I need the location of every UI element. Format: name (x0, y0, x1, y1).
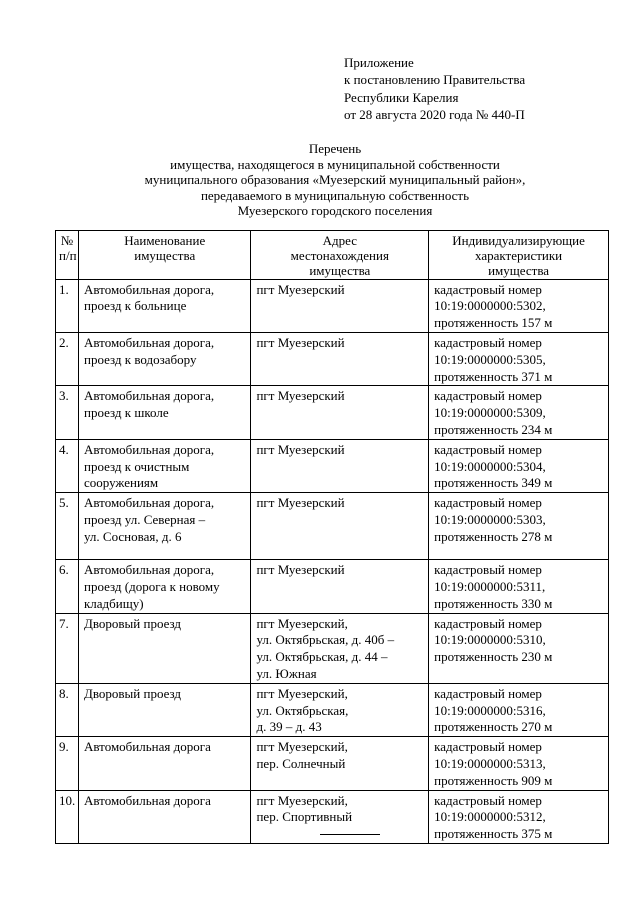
cell-details-line: кадастровый номер (434, 441, 542, 457)
cell-details (429, 439, 609, 492)
cell-details-line: кадастровый номер (434, 739, 542, 755)
cell-details-line: протяженность 349 м (434, 475, 553, 491)
cell-address-line: пгт Муезерский, (256, 792, 348, 808)
cell-number: 2. (56, 333, 79, 386)
cell-details-line: протяженность 270 м (434, 719, 553, 735)
cell-details-line: протяженность 330 м (434, 595, 553, 611)
cell-number: 1. (56, 279, 79, 332)
cell-name-line: Автомобильная дорога, (83, 562, 215, 578)
cell-name-line: Автомобильная дорога, (83, 441, 215, 457)
cell-address (251, 439, 429, 492)
cell-address-line: ул. Южная (256, 665, 317, 681)
cell-address-line: пгт Муезерский (256, 281, 345, 297)
cell-name (78, 613, 250, 683)
cell-details-line: 10:19:0000000:5303, (434, 511, 546, 527)
cell-number: 7. (56, 613, 79, 683)
cell-name-line: Дворовый проезд (83, 685, 182, 701)
cell-name (78, 790, 250, 843)
cell-details-line: протяженность 157 м (434, 315, 553, 331)
cell-name-line: Автомобильная дорога, (83, 335, 215, 350)
cell-address-line: пгт Муезерский (256, 335, 345, 350)
cell-number: 8. (56, 683, 79, 736)
cell-address (251, 333, 429, 386)
cell-details-line: 10:19:0000000:5313, (434, 755, 546, 771)
cell-number: 10. (56, 790, 79, 843)
cell-name-line: кладбищу) (83, 595, 144, 611)
cell-name-line: Дворовый проезд (83, 615, 182, 631)
cell-address (251, 737, 429, 790)
cell-details (429, 333, 609, 386)
cell-name-line: проезд к больнице (83, 298, 187, 314)
cell-number: 4. (56, 439, 79, 492)
cell-address-line: пер. Спортивный (256, 809, 353, 825)
annex-block (344, 54, 525, 124)
cell-details (429, 683, 609, 736)
cell-name-line: Автомобильная дорога, (83, 495, 215, 511)
cell-address (251, 386, 429, 439)
cell-details (429, 493, 609, 560)
cell-name (78, 560, 250, 613)
table-row (56, 790, 609, 843)
cell-name-line: Автомобильная дорога (83, 739, 211, 755)
cell-details (429, 790, 609, 843)
cell-details-line: протяженность 234 м (434, 421, 553, 437)
title-line: муниципального образования «Муезерский муниципальный район», (144, 172, 526, 188)
cell-name-line: проезд к школе (83, 405, 169, 421)
cell-number: 9. (56, 737, 79, 790)
title-line: Перечень (308, 141, 362, 156)
cell-details-line: 10:19:0000000:5310, (434, 632, 546, 648)
cell-address-line: пгт Муезерский (256, 562, 345, 578)
cell-name (78, 683, 250, 736)
cell-details-line: кадастровый номер (434, 685, 542, 701)
table-row (56, 560, 609, 613)
table-header-row (56, 231, 609, 280)
cell-name-line: проезд (дорога к новому (83, 578, 220, 594)
cell-name (78, 493, 250, 560)
cell-address-line: пгт Муезерский (256, 495, 345, 511)
title-line: передаваемого в муниципальную собственность (200, 187, 470, 203)
cell-details-line: кадастровый номер (434, 388, 542, 404)
cell-number: 3. (56, 386, 79, 439)
cell-name-line: Автомобильная дорога, (83, 281, 215, 297)
cell-name-line: проезд к водозабору (83, 351, 197, 367)
cell-details-line: 10:19:0000000:5309, (434, 405, 546, 421)
cell-details-line: протяженность 371 м (434, 368, 553, 384)
cell-details-line: кадастровый номер (434, 495, 542, 511)
cell-address (251, 683, 429, 736)
cell-details-line: кадастровый номер (434, 615, 542, 631)
cell-details (429, 279, 609, 332)
cell-details-line: кадастровый номер (434, 562, 542, 578)
cell-address-line: д. 39 – д. 43 (256, 719, 322, 735)
cell-address (251, 790, 429, 843)
cell-details-line: 10:19:0000000:5312, (434, 809, 546, 825)
cell-address (251, 560, 429, 613)
cell-details-line: протяженность 909 м (434, 772, 553, 788)
footer-divider (320, 834, 380, 835)
cell-address-line: ул. Октябрьская, д. 40б – (256, 632, 395, 648)
annex-line: Республики Карелия (344, 89, 459, 105)
cell-details-line: протяженность 230 м (434, 649, 553, 665)
cell-name-line: сооружениям (83, 475, 159, 491)
cell-details (429, 737, 609, 790)
cell-address (251, 279, 429, 332)
cell-address-line: пгт Муезерский (256, 441, 345, 457)
cell-details-line: 10:19:0000000:5316, (434, 702, 546, 718)
cell-number: 5. (56, 493, 79, 560)
table-row (56, 683, 609, 736)
title-line: имущества, находящегося в муниципальной собственности (170, 156, 500, 172)
property-table (55, 230, 609, 844)
table-row (56, 613, 609, 683)
table-row (56, 439, 609, 492)
cell-address-line: пгт Муезерский, (256, 685, 348, 701)
table-row (56, 386, 609, 439)
cell-details-line: 10:19:0000000:5302, (434, 298, 546, 314)
table-row (56, 493, 609, 560)
cell-details (429, 560, 609, 613)
cell-details-line: 10:19:0000000:5305, (434, 351, 546, 367)
cell-details-line: 10:19:0000000:5304, (434, 458, 546, 474)
cell-details-line: протяженность 375 м (434, 826, 553, 842)
cell-details (429, 386, 609, 439)
document-title (60, 141, 610, 219)
cell-number: 6. (56, 560, 79, 613)
cell-details-line: протяженность 278 м (434, 528, 553, 544)
header-name: Наименование имущества (78, 231, 250, 280)
header-number: № п/п (56, 231, 79, 280)
table-row (56, 279, 609, 332)
header-address: Адрес местонахождения имущества (251, 231, 429, 280)
cell-address-line: ул. Октябрьская, (256, 702, 349, 718)
cell-name-line: проезд ул. Северная – (83, 511, 206, 527)
cell-details-line: кадастровый номер (434, 792, 542, 808)
cell-name-line: проезд к очистным (83, 458, 190, 474)
cell-name (78, 386, 250, 439)
cell-name (78, 333, 250, 386)
cell-address (251, 493, 429, 560)
annex-line: Приложение (344, 55, 414, 70)
annex-line: от 28 августа 2020 года № 440-П (344, 107, 525, 123)
cell-address (251, 613, 429, 683)
cell-name-line: Автомобильная дорога (83, 792, 211, 808)
cell-address-line: пгт Муезерский, (256, 615, 348, 631)
cell-address-line: ул. Октябрьская, д. 44 – (256, 649, 388, 665)
annex-line: к постановлению Правительства (344, 72, 526, 88)
table-row (56, 333, 609, 386)
cell-name (78, 439, 250, 492)
cell-details (429, 613, 609, 683)
title-line: Муезерского городского поселения (237, 203, 433, 219)
cell-name (78, 737, 250, 790)
table-row (56, 737, 609, 790)
cell-details-line: кадастровый номер (434, 281, 542, 297)
cell-name-line: ул. Сосновая, д. 6 (83, 528, 182, 544)
cell-details-line: кадастровый номер (434, 335, 542, 350)
cell-address-line: пгт Муезерский (256, 388, 345, 404)
cell-name (78, 279, 250, 332)
cell-details-line: 10:19:0000000:5311, (434, 578, 546, 594)
header-details: Индивидуализирующие характеристики имущества (429, 231, 609, 280)
cell-address-line: пгт Муезерский, (256, 739, 348, 755)
cell-address-line: пер. Солнечный (256, 755, 346, 771)
cell-name-line: Автомобильная дорога, (83, 388, 215, 404)
